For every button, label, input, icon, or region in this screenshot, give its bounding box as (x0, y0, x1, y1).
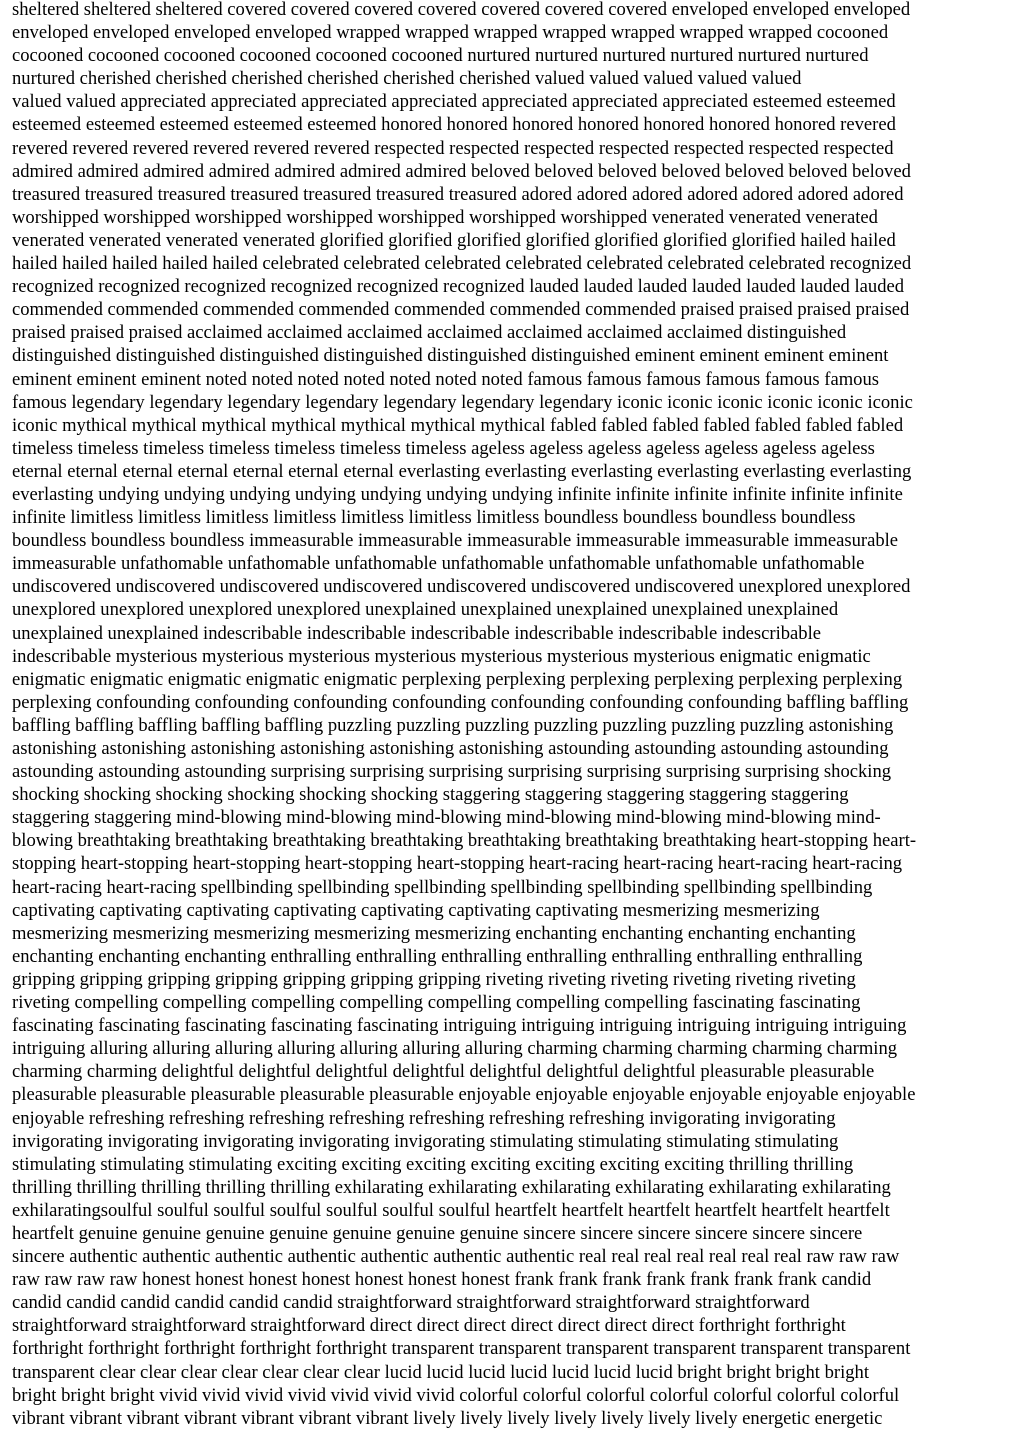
text-line: fascinating fascinating fascinating fascinating fascinating intriguing intriguing intriguing intriguing intriguing intriguing (12, 1015, 907, 1037)
text-line: treasured treasured treasured treasured treasured treasured treasured adored adored adored adored adored adored adored (12, 183, 904, 205)
text-line: infinite limitless limitless limitless limitless limitless limitless limitless boundless boundless boundless boundless (12, 507, 856, 529)
text-line: captivating captivating captivating captivating captivating captivating captivating mesmerizing mesmerizing (12, 899, 820, 921)
text-line: mesmerizing mesmerizing mesmerizing mesmerizing mesmerizing enchanting enchanting enchanting enchanting (12, 922, 856, 944)
text-line: indescribable mysterious mysterious mysterious mysterious mysterious mysterious mysterious enigmatic enigmatic (12, 645, 871, 667)
text-line: enchanting enchanting enchanting enthralling enthralling enthralling enthralling enthralling enthralling enthralling (12, 945, 863, 967)
text-line: heart-racing heart-racing spellbinding spellbinding spellbinding spellbinding spellbinding spellbinding spellbinding (12, 876, 873, 898)
text-line: unexplored unexplored unexplored unexplored unexplained unexplained unexplained unexplained unexplained (12, 599, 839, 621)
text-line: admired admired admired admired admired admired admired beloved beloved beloved beloved beloved beloved beloved (12, 160, 911, 182)
text-line: cocooned cocooned cocooned cocooned cocooned cocooned nurtured nurtured nurtured nurtured nurtured nurtured (12, 45, 869, 67)
text-line: sincere authentic authentic authentic authentic authentic authentic authentic real real real real real real real raw raw raw (12, 1246, 900, 1268)
text-line: blowing breathtaking breathtaking breathtaking breathtaking breathtaking breathtaking breathtaking heart-stopping heart- (12, 830, 917, 852)
text-line: riveting compelling compelling compelling compelling compelling compelling compelling fascinating fascinating (12, 992, 861, 1014)
text-line: intriguing alluring alluring alluring alluring alluring alluring alluring charming charming charming charming charming (12, 1038, 898, 1060)
text-line: commended commended commended commended commended commended commended praised praised praised praised (12, 299, 910, 321)
text-line: praised praised praised acclaimed acclaimed acclaimed acclaimed acclaimed acclaimed acclaimed distinguished (12, 322, 847, 344)
text-line: everlasting undying undying undying undying undying undying undying infinite infinite infinite infinite infinite infinite (12, 483, 903, 505)
text-line: eminent eminent eminent noted noted noted noted noted noted noted famous famous famous famous famous famous (12, 368, 879, 390)
text-line: astonishing astonishing astonishing astonishing astonishing astonishing astounding astounding astounding astounding (12, 738, 889, 759)
text-line: perplexing confounding confounding confounding confounding confounding confounding confounding baffling baffling (12, 691, 909, 713)
text-line: gripping gripping gripping gripping gripping gripping gripping riveting riveting riveting riveting riveting riveting (12, 968, 856, 990)
text-line: hailed hailed hailed hailed hailed celebrated celebrated celebrated celebrated celebrated celebrated celebrated recognized (12, 253, 912, 275)
text-line: venerated venerated venerated venerated glorified glorified glorified glorified glorified glorified glorified hailed hailed (12, 229, 896, 251)
text-line: staggering staggering mind-blowing mind-blowing mind-blowing mind-blowing mind-blowing mind-blowing mind- (12, 807, 881, 829)
text-line: immeasurable unfathomable unfathomable unfathomable unfathomable unfathomable unfathomable unfathomable (12, 553, 865, 575)
text-line: distinguished distinguished distinguished distinguished distinguished distinguished eminent eminent eminent eminent (12, 345, 889, 367)
text-line: exhilaratingsoulful soulful soulful soulful soulful soulful soulful heartfelt heartfelt heartfelt heartfelt heartfelt heartfelt (12, 1199, 890, 1221)
text-line: famous legendary legendary legendary legendary legendary legendary legendary iconic iconic iconic iconic iconic iconic (12, 391, 913, 413)
text-line: enjoyable refreshing refreshing refreshing refreshing refreshing refreshing refreshing invigorating invigorating (12, 1107, 836, 1129)
text-line: esteemed esteemed esteemed esteemed esteemed honored honored honored honored honored honored honored revered (12, 114, 896, 136)
text-line: iconic mythical mythical mythical mythical mythical mythical mythical fabled fabled fabled fabled fabled fabled fabled (12, 414, 904, 436)
text-line: straightforward straightforward straightforward direct direct direct direct direct direct direct forthright forthright (12, 1315, 846, 1337)
text-line: valued valued appreciated appreciated appreciated appreciated appreciated appreciated appreciated esteemed esteemed (12, 91, 896, 113)
text-line: boundless boundless boundless immeasurable immeasurable immeasurable immeasurable immeasurable immeasurable (12, 530, 899, 552)
text-line: enveloped enveloped enveloped enveloped wrapped wrapped wrapped wrapped wrapped wrapped wrapped cocooned (12, 22, 889, 44)
text-line: stopping heart-stopping heart-stopping heart-stopping heart-stopping heart-racing heart-racing heart-racing heart-racing (12, 853, 903, 875)
text-line: forthright forthright forthright forthright forthright transparent transparent transparent transparent transparent transparent (12, 1338, 911, 1360)
text-line: timeless timeless timeless timeless timeless timeless timeless ageless ageless ageless ageless ageless ageless ageless (12, 437, 875, 459)
text-line: sheltered sheltered sheltered covered covered covered covered covered covered covered enveloped enveloped enveloped (12, 0, 911, 20)
text-line: invigorating invigorating invigorating invigorating invigorating stimulating stimulating stimulating stimulating (12, 1130, 839, 1152)
text-line: astounding astounding astounding surprising surprising surprising surprising surprising surprising surprising shocking (12, 761, 892, 783)
text-line: bright bright bright vivid vivid vivid vivid vivid vivid vivid colorful colorful colorful colorful colorful colorful colorful (12, 1384, 900, 1406)
text-line: stimulating stimulating stimulating exciting exciting exciting exciting exciting exciting exciting thrilling thrilling (12, 1153, 854, 1175)
text-line: shocking shocking shocking shocking shocking shocking staggering staggering staggering staggering staggering (12, 784, 849, 806)
text-line: unexplained unexplained indescribable indescribable indescribable indescribable indescribable indescribable (12, 622, 822, 644)
text-line: nurtured cherished cherished cherished cherished cherished cherished valued valued valued valued valued (12, 68, 802, 90)
text-line: candid candid candid candid candid candid straightforward straightforward straightforward straightforward (12, 1292, 810, 1314)
text-line: recognized recognized recognized recognized recognized recognized lauded lauded lauded lauded lauded lauded lauded (12, 276, 905, 298)
text-line: transparent clear clear clear clear clear clear clear lucid lucid lucid lucid lucid lucid lucid bright bright bright bright (12, 1361, 869, 1383)
text-line: vibrant vibrant vibrant vibrant vibrant vibrant vibrant lively lively lively lively lively lively lively energetic energetic (12, 1407, 883, 1429)
text-line: baffling baffling baffling baffling baffling puzzling puzzling puzzling puzzling puzzling puzzling puzzling astonishing (12, 714, 894, 736)
text-line: pleasurable pleasurable pleasurable pleasurable pleasurable enjoyable enjoyable enjoyable enjoyable enjoyable enjoyable (12, 1084, 916, 1106)
text-line: undiscovered undiscovered undiscovered undiscovered undiscovered undiscovered undiscovered unexplored unexplored (12, 576, 911, 598)
text-line: enigmatic enigmatic enigmatic enigmatic enigmatic perplexing perplexing perplexing perplexing perplexing perplexing (12, 668, 903, 690)
text-line: eternal eternal eternal eternal eternal eternal eternal everlasting everlasting everlasting everlasting everlasting everlasting (12, 460, 912, 482)
text-line: thrilling thrilling thrilling thrilling thrilling exhilarating exhilarating exhilarating exhilarating exhilarating exhilarating (12, 1176, 891, 1198)
body-text (12, 0, 1012, 1430)
text-line: worshipped worshipped worshipped worshipped worshipped worshipped worshipped venerated venerated venerated (12, 206, 878, 228)
text-line: heartfelt genuine genuine genuine genuine genuine genuine genuine sincere sincere sincere sincere sincere sincere (12, 1222, 863, 1244)
text-line: raw raw raw raw honest honest honest honest honest honest honest frank frank frank frank frank frank frank candid (12, 1269, 872, 1291)
text-line: charming charming delightful delightful delightful delightful delightful delightful delightful pleasurable pleasurable (12, 1061, 875, 1083)
text-line: revered revered revered revered revered revered respected respected respected respected respected respected respected (12, 137, 894, 159)
